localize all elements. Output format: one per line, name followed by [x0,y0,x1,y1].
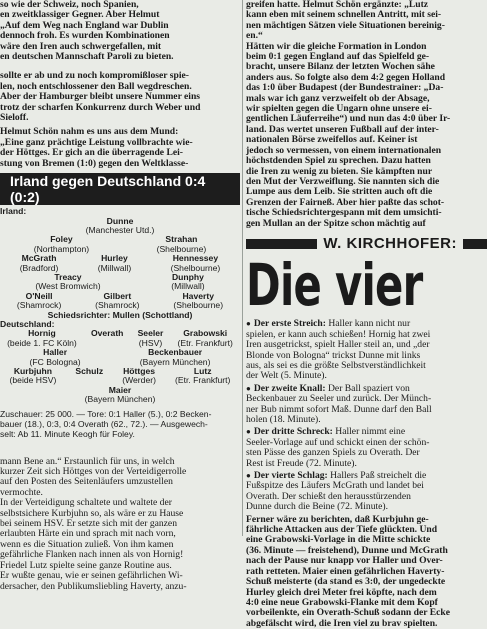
lineup-row [0,235,240,254]
paragraph-kurbjuhn-note [0,71,240,123]
text-line: Overath. Der schießt den herausstürzenden [246,490,411,502]
goal-event [246,471,487,513]
player [35,273,100,292]
paragraph-closing [246,515,487,629]
team-germany-label: Deutschland: [0,318,55,329]
text-line: Seeler-Vorlage auf und schickt einen der schön- [246,436,430,448]
player-club: (Etr. Frankfurt) [177,337,233,348]
player [171,273,204,292]
bar-right [463,239,487,249]
player-club: (Werder) [122,375,156,386]
lineup-row [0,386,240,405]
player-name: Overath [90,328,124,339]
text-line: Beckenbauer zu Seeler und zurück. Der Münch- [246,393,432,405]
lineup-germany [0,329,240,404]
player [157,235,207,254]
player [140,348,211,367]
text-line: Sieloff. [0,112,29,124]
match-title: Irland gegen Deutschland 0:4 (0:2) [0,173,240,205]
text-line: sten Pässe des ganzen Spiels zu Overath. Der [246,447,420,459]
text-line: sollte er ab und zu noch kompromißloser spie- [0,70,189,82]
text-line: Aber der Hamburger bleibt unsere Nummer eins [0,91,201,103]
lineup-box [0,207,240,405]
player-name: Foley [50,234,73,245]
player [34,235,89,254]
player-name: Höttges [123,366,156,376]
bar-left [246,239,317,249]
lineup-row [0,348,240,367]
player-name: Schulz [75,366,104,376]
player [85,386,156,405]
player-club: (Shamrock) [16,300,62,311]
player-club: (Bayern München) [139,356,211,367]
lineup-row [0,292,240,311]
event-lead: ● Der erste Streich: [246,318,326,329]
player-name: Haverty [182,290,214,301]
text-line: vorbeilenkte, ein Overath-Schuß sodann der Ecke [246,607,450,619]
text-line: die Iren zu wenig zu bieten. Sie kämpften nur [246,165,433,177]
player-club: (HSV) [138,337,163,348]
lineup-ireland [0,217,240,311]
player-club: (Shelbourne) [173,300,224,311]
text-line: mals war ich ganz verzweifelt ob der Absage, [246,92,430,104]
text-line: 4:0 eine neue Grabowski-Flanke mit dem Kopf [246,596,438,608]
text-line: rath retteten. Maier einen gefährlichen Haverty- [246,565,445,577]
text-line: wir spielten gegen die Ungarn ohne unsere ei- [246,103,432,115]
text-line: len, noch entschlossener den Ball wegdreschen. [0,80,192,92]
lineup-row [0,254,240,273]
text-line: (36. Minute — freistehend), Dunne und McGrath [246,544,448,556]
text-line: nationalen Börse zweifellos auf. Keiner ist [246,134,418,146]
player [98,254,131,273]
text-line: selbstsichere Kurbjuhn so, als wäre er zu Hause [0,507,184,519]
text-line: auf den Posten des Seitenläufers umzustellen [0,476,173,488]
text-line: holen (18. Minute). [246,414,321,425]
player-name: Maier [108,384,132,395]
player-club: (Shelbourne) [156,243,207,254]
player [95,292,139,311]
player-club: (Bayern München) [84,394,156,405]
player-name: Hornig [28,328,56,339]
player [7,329,77,348]
text-line: den Mut der Verzweiflung. Sie nannten sich die [246,175,440,187]
player [178,329,233,348]
player-name: Hennessey [172,253,219,264]
top-fragment [0,0,240,62]
text-line: en deutschen Mannschaft Paroli zu bieten. [0,51,174,63]
left-column [0,0,240,592]
author-name: W. KIRCHHOFER: [323,234,457,252]
player-name: Strahan [165,234,198,245]
player-name: O'Neill [25,290,53,301]
event-text: Haller kann nicht nur [325,318,411,330]
player [30,348,81,367]
text-line: Blonde von Bologna“ trickst Dunne mit links [246,349,421,361]
text-line: gentlichen Läuferreihe“) und nun das 4:0 über Ir- [246,113,451,125]
text-line: mann Bene an.“ Erstaunlich für uns, in welch [0,455,175,467]
player-club: (Millwall) [171,281,205,292]
text-line: nach der Pause nur knapp vor Haller und Over- [246,555,443,567]
text-line: erlaubten Härte ein und sprach mit nach vorn, [0,528,176,540]
headline: Die vier [246,251,423,320]
text-line: Grenzen der Fairneß. Aber hier paßte das schot- [246,196,445,208]
player-name: Gilbert [103,290,132,301]
text-line: stung von Bremen (1:0) gegen den Weltklasse- [0,157,189,169]
text-line: tische Schiedsrichtergespann mit dem umsichti- [246,207,442,219]
text-line: aus, als sei es die größte Selbstverständlichkeit [246,359,426,371]
text-line: „Auf dem Weg nach England war Dublin [0,19,169,31]
player-name: Grabowski [183,328,228,339]
event-text: Haller nimmt eine [332,426,406,438]
right-column [246,0,487,629]
text-line: anders aus. So folgte also dem 4:2 gegen Holland [246,71,446,83]
text-line: Hätten wir die gleiche Formation in London [246,40,427,52]
player-club: (FC Bologna) [29,356,81,367]
text-line: selt: Ab 11. Minute Keogh für Foley. [0,428,135,439]
player-club: (West Bromwich) [35,281,101,292]
goal-event [246,319,487,381]
paragraph-formation [246,0,487,229]
referees: Schiedsrichter: Mullen (Schottland) [47,309,193,320]
player [122,367,156,386]
text-line: Dunne durch die Beine (72. Minute). [246,501,389,513]
event-text: Der Ball spaziert von [325,382,410,394]
player-name: Beckenbauer [148,347,203,358]
text-line: Lumpe aus dem Leib. Sie stritten auch oft die [246,186,433,198]
text-line: trotz der scharfen Konkurrenz durch Weber und [0,101,201,113]
text-line: Hurley gleich drei Meter frei köpfte, nach dem [246,586,437,598]
player-club: (Bradford) [19,262,59,273]
text-line: dennoch froh. Es wurden Kombinationen [0,30,170,42]
text-line: Helmut Schön nahm es uns aus dem Mund: [0,126,179,138]
team-ireland-label: Irland: [0,206,27,217]
text-line: bauer (18.), 0:3, 0:4 Overath (62., 72.). — Ausgewech- [0,418,208,429]
player-club: (Millwall) [97,262,132,273]
match-stats [0,409,240,439]
text-line: beim 0:1 gegen England auf das Spielfeld ge- [246,51,430,63]
text-line: nen mächtigen Sätzen viele Situationen bereinig- [246,19,445,31]
player-name: Treacy [54,271,82,282]
text-line: Friedel Lutz spielte seine ganze Routine aus. [0,559,172,571]
player-club: (beide HSV) [9,375,57,386]
text-line: so wie der Schweiz, noch Spanien, [0,0,139,10]
text-line: Rest ist Freude (72. Minute). [246,457,357,469]
text-line: In der Verteidigung schaltete und waltete der [0,497,172,509]
player-name: Kurbjuhn [13,366,53,376]
player-club: (Manchester Utd.) [85,224,155,235]
text-line: der Welt (5. Minute). [246,370,327,382]
player [17,292,61,311]
text-line: das 1:0 über Budapest (der Bundestrainer: „Da- [246,82,444,94]
player-name: Seeler [137,328,164,339]
player-name: Haller [43,347,68,358]
text-line: Schuß meisterte (da stand es 3:0, der ungedeckte [246,576,446,588]
text-line: spielen, er kann auch schießen! Hornig hat zwei [246,328,431,340]
player-club: (Northampton) [33,243,90,254]
goal-event [246,427,487,469]
author-bar [246,234,487,252]
goal-events [246,319,487,512]
player-club: (beide 1. FC Köln) [7,337,77,348]
text-line: der Höttges. Er gich an die überragende Lei- [0,147,183,159]
text-line: bei seinem HSV. Er setzte sich mit der ganzen [0,518,177,530]
text-line: en.“ [246,30,263,42]
player-name: Hurley [101,253,128,264]
text-line: kann eben mit seinem schnellen Antritt, mit sei- [246,9,442,21]
text-line: wenn es die Situation zuließ. Von ihm kamen [0,538,174,550]
player [173,292,223,311]
event-lead: ● Der dritte Schreck: [246,426,333,437]
player [175,367,230,386]
player-name: McGrath [21,253,57,264]
text-line: wäre den Iren auch schwergefallen, mit [0,40,162,52]
player-name: Lutz [193,366,212,376]
text-line: gefährliche Flanken nach innen als von Hornig! [0,549,184,561]
player-club: (Shelbourne) [170,262,221,273]
player [91,329,123,348]
text-line: bracht, unsere Bilanz der letzten Wochen sähe [246,61,435,73]
text-line: dersacher, den Publikumsliebling Haverty, anzu- [0,580,187,592]
text-line: ner Bub nimmt sofort Maß. Dunne darf den Ball [246,403,432,415]
player-club: (Etr. Frankfurt) [175,375,231,386]
paragraph-hoettges [0,457,240,592]
text-line: gen Mullan an der Spitze schon mächtig auf [246,217,426,229]
text-line: höchstdenden Spiel zu sprechen. Dazu hatten [246,155,431,167]
column-rule [242,0,243,536]
text-line: Fußspitze des Läufers McGrath und landet bei [246,480,424,492]
player [75,367,103,386]
paragraph-schoen-quote [0,127,240,169]
player [10,367,57,386]
lineup-row [0,217,240,236]
event-lead: ● Der zweite Knall: [246,383,326,394]
player [138,329,164,348]
event-text: Hallers Paß streichelt die [327,470,427,482]
text-line: kurzer Zeit sich Höttges von der Verteidigerrolle [0,466,187,478]
text-line: Er wußte genau, wie er seinen gefährlichen Wi- [0,570,183,582]
goal-event [246,384,487,426]
event-lead: ● Der vierte Schlag: [246,470,328,481]
lineup-row [0,329,240,348]
text-line: fährliche Attacken aus der Tiefe glückten. Und [246,524,438,536]
player [86,217,155,236]
player [171,254,221,273]
text-line: land. Das wertet unseren Fußball auf der inter- [246,123,439,135]
player [20,254,59,273]
text-line: Ferner wäre zu berichten, daß Kurbjuhn ge- [246,513,429,525]
lineup-row [0,367,240,386]
text-line: abgefälscht wird, die Iren viel zu brav spielten. [246,617,438,629]
text-line: en zweitklassiger Gegner. Aber Helmut [0,9,160,21]
text-line: Zuschauer: 25 000. — Tore: 0:1 Haller (5.), 0:2 Becken- [0,408,212,419]
text-line: „Eine ganz prächtige Leistung vollbrachte wie- [0,136,193,148]
text-line: eine Grabowski-Vorlage in die Mitte schickte [246,534,431,546]
text-line: greifen hatte. Helmut Schön ergänzte: „Lutz [246,0,429,10]
player-name: Dunne [106,215,134,226]
player-club: (Shamrock) [95,300,140,311]
text-line: vermochte. [0,486,43,498]
text-line: jedoch so vermessen, von einem internationalen [246,144,442,156]
lineup-row [0,273,240,292]
text-line: Iren ausgetrickst, spielt Haller steil an, und „der [246,339,430,351]
player-name: Dunphy [171,271,204,282]
